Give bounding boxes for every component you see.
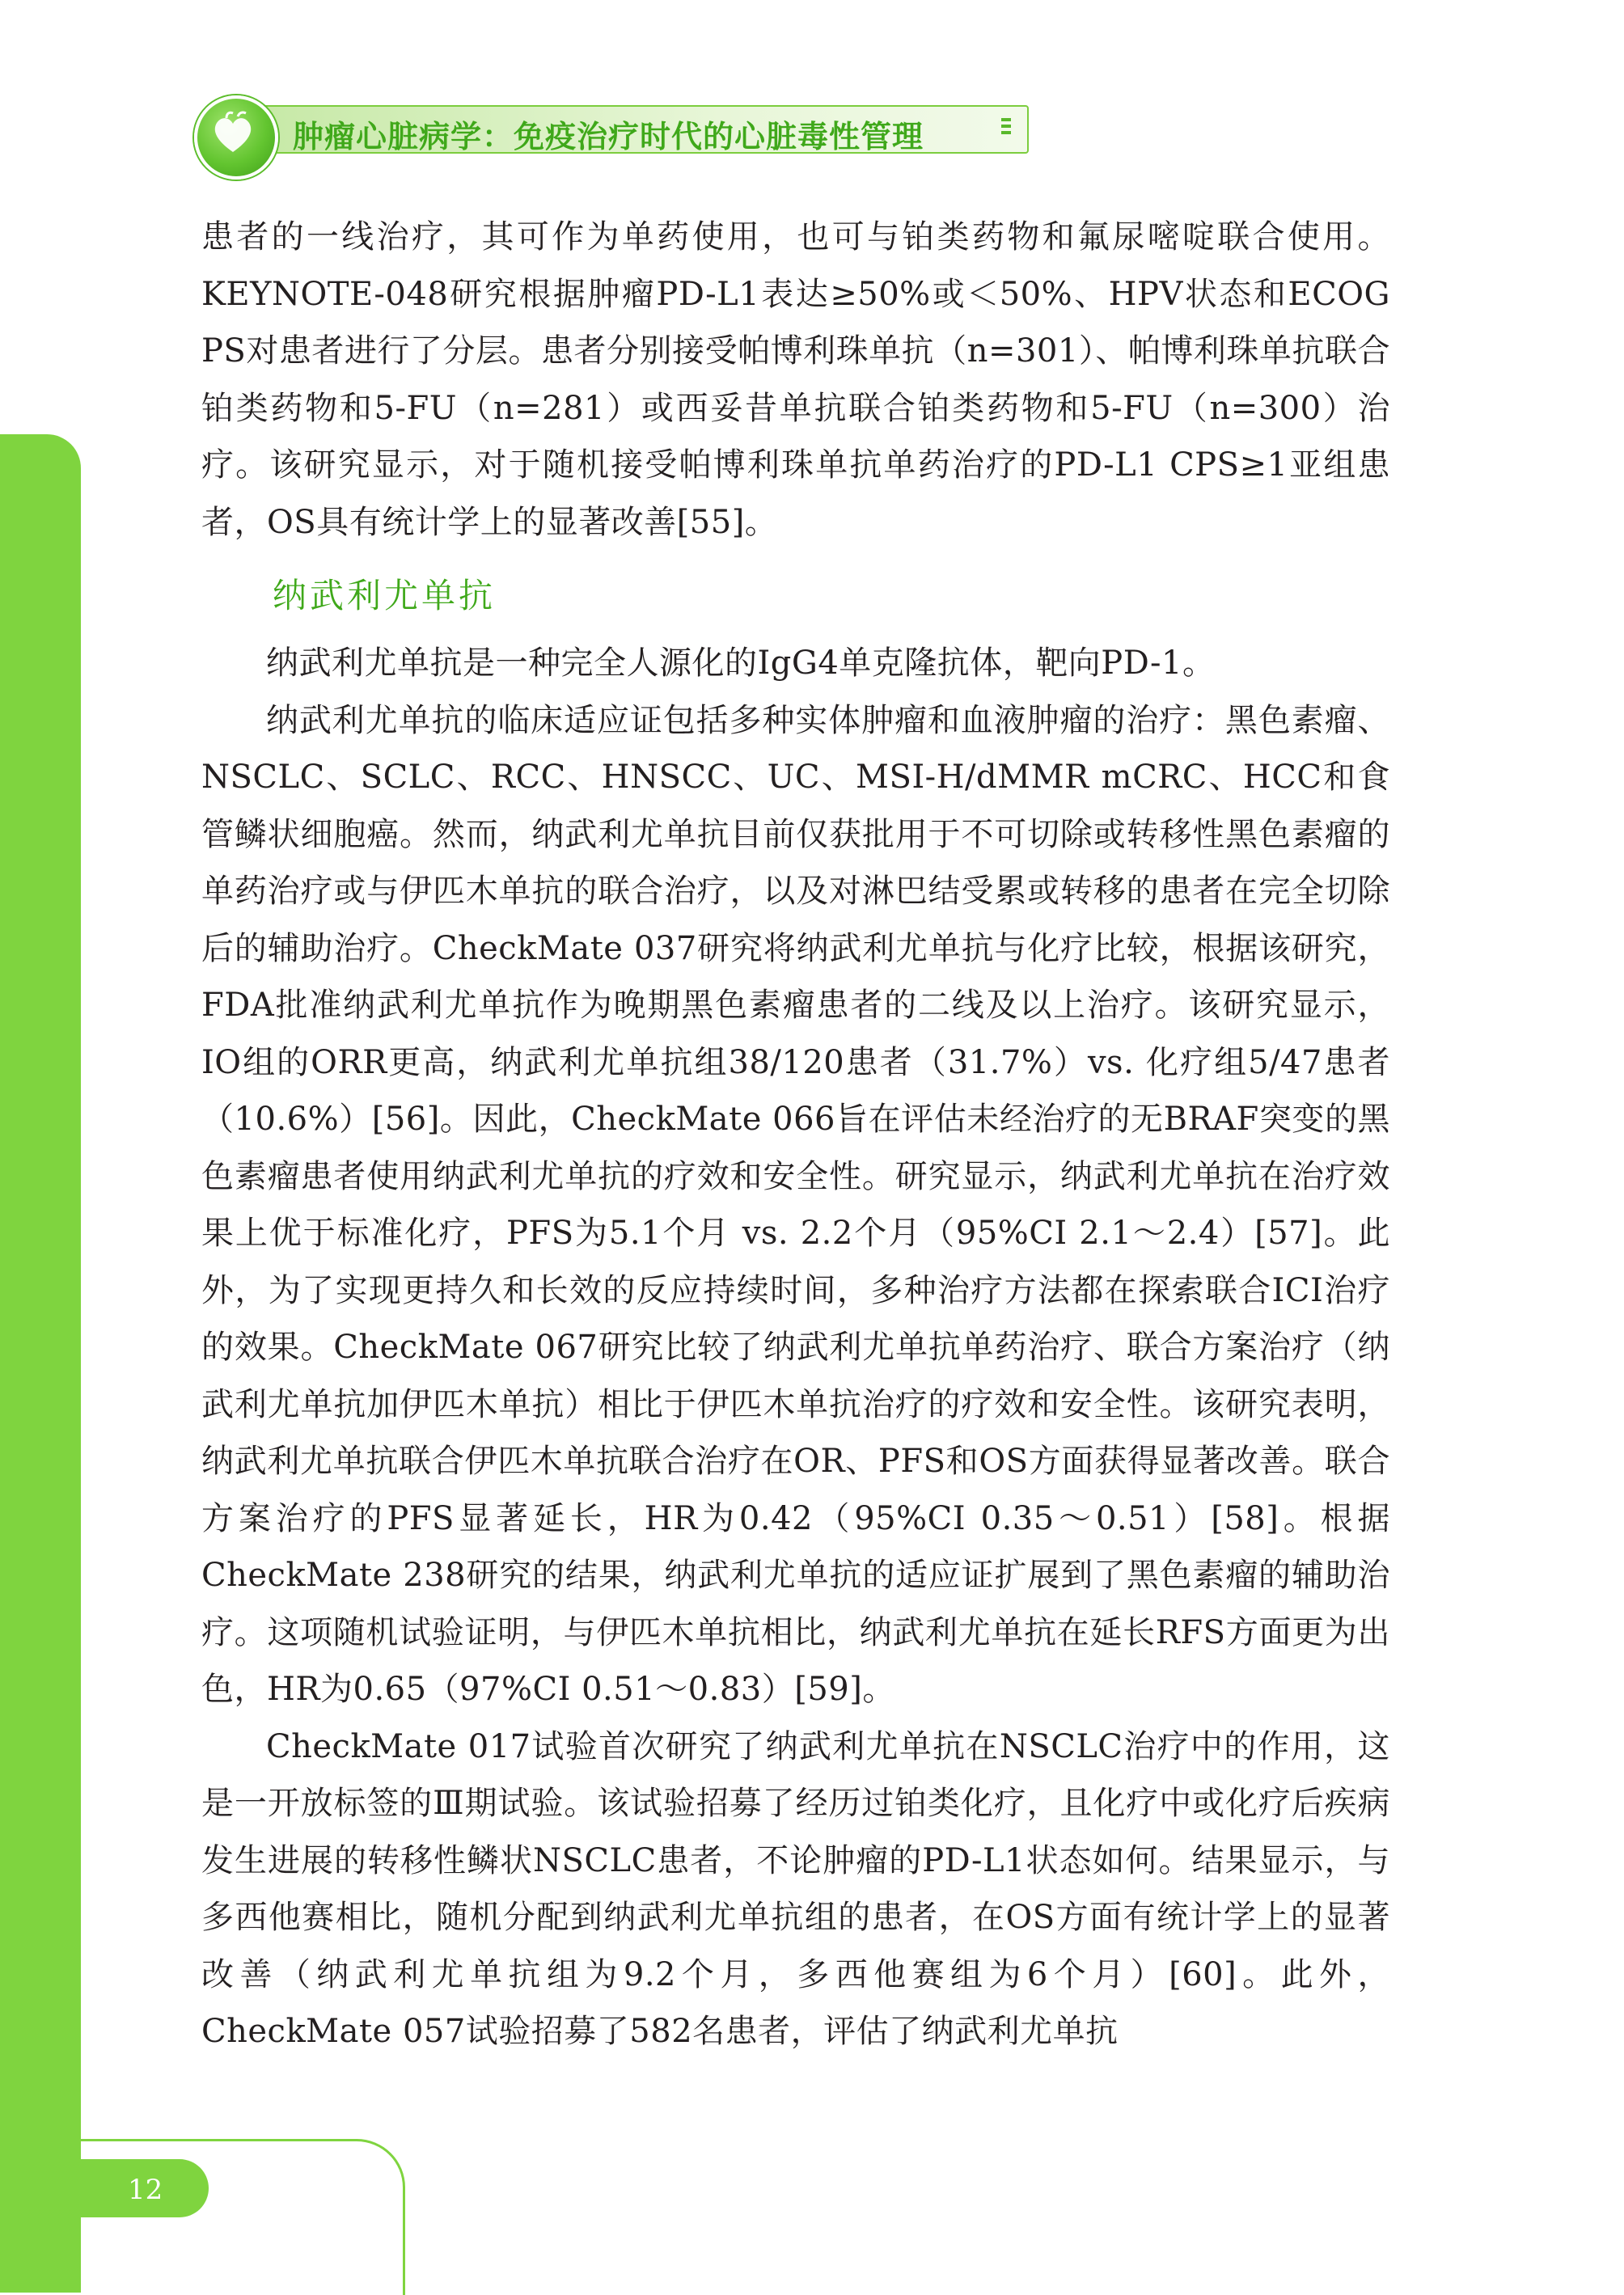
side-green-band: [0, 434, 81, 2293]
header-end-marks: [1001, 118, 1011, 139]
heart-logo-icon: [194, 95, 278, 180]
body-text: [201, 209, 1390, 2060]
header-title: 肿瘤心脏病学：免疫治疗时代的心脏毒性管理: [293, 119, 924, 154]
paragraph-continued: 患者的一线治疗，其可作为单药使用，也可与铂类药物和氟尿嘧啶联合使用。KEYNOTE-048研究根据肿瘤PD-L1表达≥50%或＜50%、HPV状态和ECOG PS对患者进行了分层。患者分别接受帕博利珠单抗（n=301）、帕博利珠单抗联合铂类药物和5-FU（n=281）或西妥昔单抗联合铂类药物和5-FU（n=300）治疗。该研究显示，对于随机接受帕博利珠单抗单药治疗的PD-L1 CPS≥1亚组患者，OS具有统计学上的显著改善[55]。: [201, 218, 1390, 541]
running-header: [194, 95, 1027, 160]
paragraph: 纳武利尤单抗是一种完全人源化的IgG4单克隆抗体，靶向PD-1。: [266, 645, 1216, 682]
paragraph: CheckMate 017试验首次研究了纳武利尤单抗在NSCLC治疗中的作用，这是一开放标签的Ⅲ期试验。该试验招募了经历过铂类化疗，且化疗中或化疗后疾病发生进展的转移性鳞状NSCLC患者，不论肿瘤的PD-L1状态如何。结果显示，与多西他赛相比，随机分配到纳武利尤单抗组的患者，在OS方面有统计学上的显著改善（纳武利尤单抗组为9.2个月，多西他赛组为6个月）[60]。此外，CheckMate 057试验招募了582名患者，评估了纳武利尤单抗: [201, 1727, 1390, 2050]
section-heading: 纳武利尤单抗: [273, 576, 497, 615]
paragraph: 纳武利尤单抗的临床适应证包括多种实体肿瘤和血液肿瘤的治疗：黑色素瘤、NSCLC、SCLC、RCC、HNSCC、UC、MSI-H/dMMR mCRC、HCC和食管鳞状细胞癌。然而，纳武利尤单抗目前仅获批用于不可切除或转移性黑色素瘤的单药治疗或与伊匹木单抗的联合治疗，以及对淋巴结受累或转移的患者在完全切除后的辅助治疗。CheckMate 037研究将纳武利尤单抗与化疗比较，根据该研究，FDA批准纳武利尤单抗作为晚期黑色素瘤患者的二线及以上治疗。该研究显示，IO组的ORR更高，纳武利尤单抗组38/120患者（31.7%）vs. 化疗组5/47患者（10.6%）[56]。因此，CheckMate 066旨在评估未经治疗的无BRAF突变的黑色素瘤患者使用纳武利尤单抗的疗效和安全性。研究显示，纳武利尤单抗在治疗效果上优于标准化疗，PFS为5.1个月 vs. 2.2个月（95%CI 2.1～2.4）[57]。此外，为了实现更持久和长效的反应持续时间，多种治疗方法都在探索联合ICI治疗的效果。CheckMate 067研究比较了纳武利尤单抗单药治疗、联合方案治疗（纳武利尤单抗加伊匹木单抗）相比于伊匹木单抗治疗的疗效和安全性。该研究表明，纳武利尤单抗联合伊匹木单抗联合治疗在OR、PFS和OS方面获得显著改善。联合方案治疗的PFS显著延长，HR为0.42（95%CI 0.35～0.51）[58]。根据CheckMate 238研究的结果，纳武利尤单抗的适应证扩展到了黑色素瘤的辅助治疗。这项随机试验证明，与伊匹木单抗相比，纳武利尤单抗在延长RFS方面更为出色，HR为0.65（97%CI 0.51～0.83）[59]。: [201, 701, 1390, 1708]
page-number: 12: [128, 2174, 163, 2206]
